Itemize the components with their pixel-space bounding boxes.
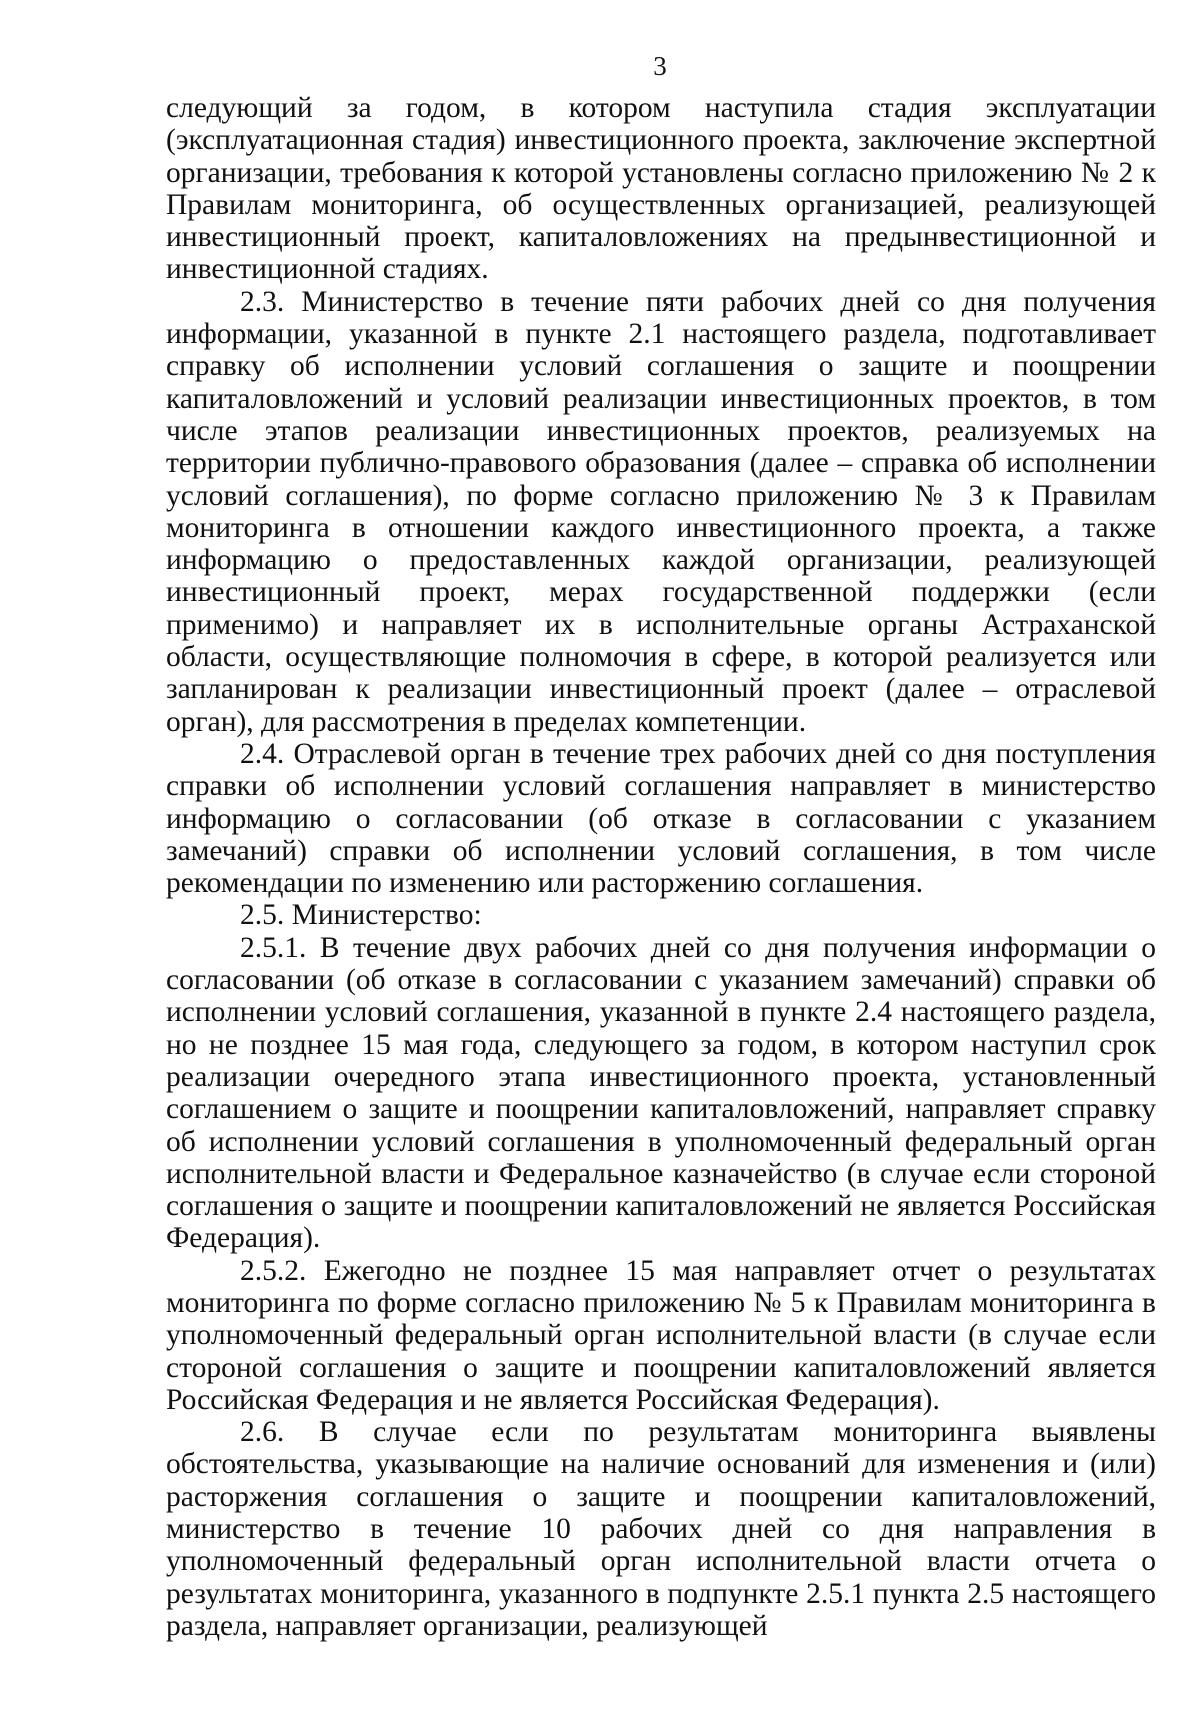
paragraph-2-6: 2.6. В случае если по результатам мониторинга выявлены обстоятельства, указывающие на наличие оснований для изменения и (или) расторжения соглашения о защите и поощрении капиталовложений, министерство в течение 10 рабочих дней со дня направления в уполномоченный федеральный орган исполнительной власти отчета о результатах мониторинга, указанного в подпункте 2.5.1 пункта 2.5 настоящего раздела, направляет организации, реализующей xyxy=(166,1416,1156,1642)
page-number: 3 xyxy=(653,51,667,81)
paragraph-2-5-1: 2.5.1. В течение двух рабочих дней со дня получения информации о согласовании (об отказе в согласовании с указанием замечаний) справки об исполнении условий соглашения, указанной в пункте 2.4 настоящего раздела, но не позднее 15 мая года, следующего за годом, в котором наступил срок реализации очередного этапа инвестиционного проекта, установленный соглашением о защите и поощрении капиталовложений, направляет справку об исполнении условий соглашения в уполномоченный федеральный орган исполнительной власти и Федеральное казначейство (в случае если стороной соглашения о защите и поощрении капиталовложений не является Российская Федерация). xyxy=(166,931,1156,1255)
paragraph-2-5-2: 2.5.2. Ежегодно не позднее 15 мая направляет отчет о результатах мониторинга по форме согласно приложению № 5 к Правилам мониторинга в уполномоченный федеральный орган исполнительной власти (в случае если стороной соглашения о защите и поощрении капиталовложений является Российская Федерация и не является Российская Федерация). xyxy=(166,1254,1156,1416)
paragraph-continuation: следующий за годом, в котором наступила стадия эксплуатации (эксплуатационная стадия) инвестиционного проекта, заключение экспертной организации, требования к которой установлены согласно приложению № 2 к Правилам мониторинга, об осуществленных организацией, реализующей инвестиционный проект, капиталовложениях на предынвестиционной и инвестиционной стадиях. xyxy=(166,92,1156,286)
paragraph-2-5: 2.5. Министерство: xyxy=(240,899,482,932)
document-body xyxy=(166,92,1156,1642)
paragraph-2-3: 2.3. Министерство в течение пяти рабочих дней со дня получения информации, указанной в пункте 2.1 настоящего раздела, подготавливает справку об исполнении условий соглашения о защите и поощрении капиталовложений и условий реализации инвестиционных проектов, в том числе этапов реализации инвестиционных проектов, реализуемых на территории публично-правового образования (далее – справка об исполнении условий соглашения), по форме согласно приложению № 3 к Правилам мониторинга в отношении каждого инвестиционного проекта, а также информацию о предоставленных каждой организации, реализующей инвестиционный проект, мерах государственной поддержки (если применимо) и направляет их в исполнительные органы Астраханской области, осуществляющие полномочия в сфере, в которой реализуется или запланирован к реализации инвестиционный проект (далее – отраслевой орган), для рассмотрения в пределах компетенции. xyxy=(166,285,1156,738)
paragraph-2-4: 2.4. Отраслевой орган в течение трех рабочих дней со дня поступления справки об исполнении условий соглашения направляет в министерство информацию о согласовании (об отказе в согласовании с указанием замечаний) справки об исполнении условий соглашения, в том числе рекомендации по изменению или расторжению соглашения. xyxy=(166,737,1156,900)
